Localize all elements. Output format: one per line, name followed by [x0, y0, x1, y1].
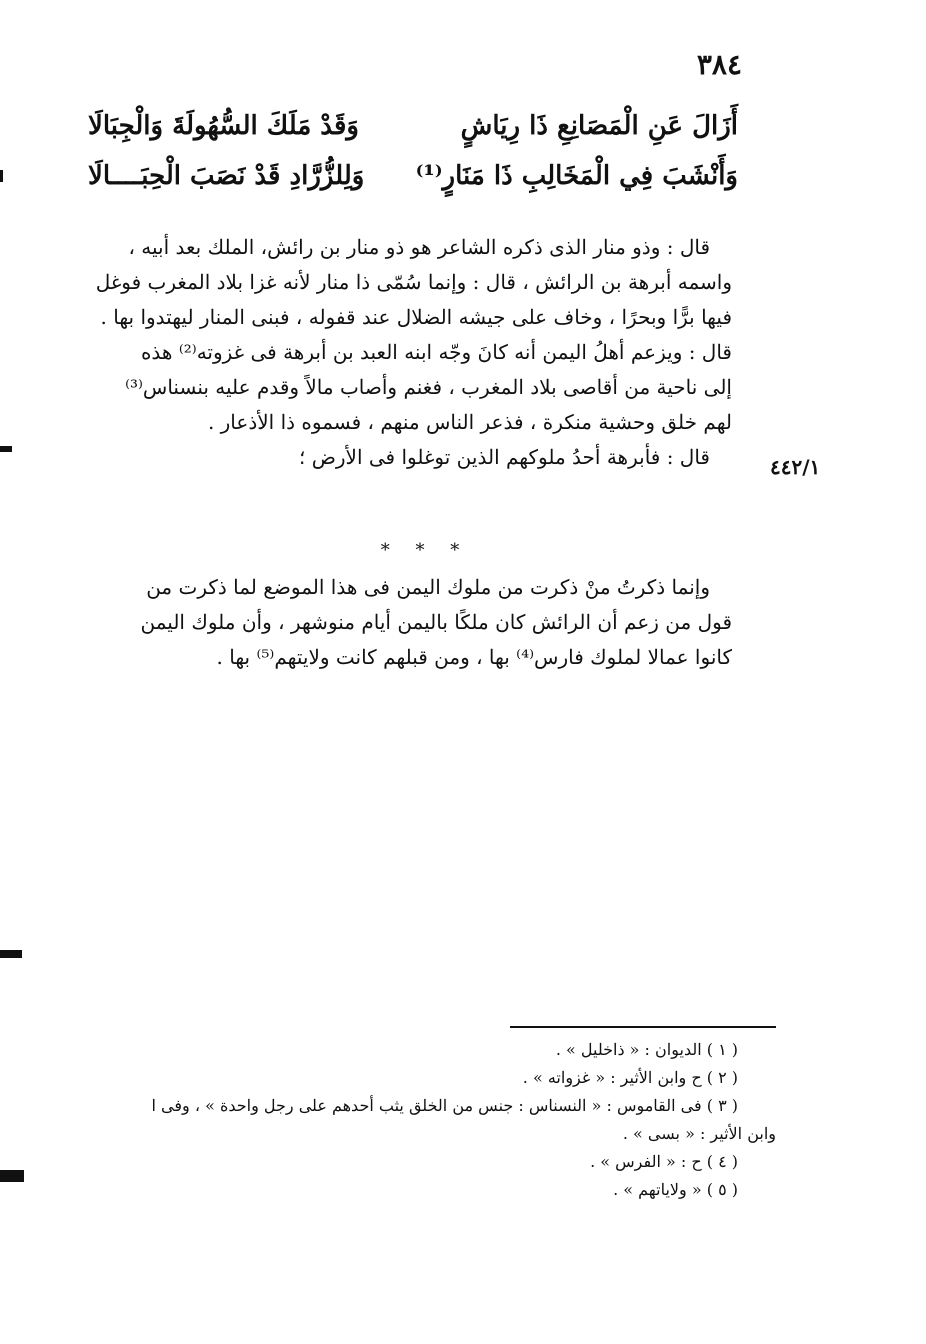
verse-line — [88, 154, 738, 198]
verse-first-hemistich: وَأَنْشَبَ فِي الْمَخَالِبِ ذَا مَنَارٍ⁽¹⁾ — [415, 161, 738, 191]
footnotes — [118, 1036, 776, 1204]
footnote: ( ٣ ) فى القاموس : « النسناس : جنس من الخلق يثب أحدهم على رجل واحدة » ، وفى ا — [151, 1096, 738, 1115]
verse-second-hemistich: وَلِلزُّرَّادِ قَدْ نَصَبَ الْحِبَــــالَا — [88, 161, 365, 191]
verse-line — [88, 104, 738, 148]
prose-block — [92, 230, 732, 475]
scan-edge-mark — [0, 170, 3, 182]
page-number: ٣٨٤ — [696, 48, 742, 81]
footnote: ( ٢ ) ح وابن الأثير : « غزواته » . — [522, 1068, 738, 1087]
prose-line: قال : وذو منار الذى ذكره الشاعر هو ذو منار بن رائش، الملك بعد أبيه ، — [128, 235, 710, 259]
prose-line: فيها برًّا وبحرًا ، وخاف على جيشه الضلال عند قفوله ، فبنى المنار ليهتدوا بها . — [100, 305, 732, 329]
footnote: وابن الأثير : « بسى » . — [622, 1124, 776, 1143]
prose-line: قول من زعم أن الرائش كان ملكًا باليمن أيام منوشهر ، وأن ملوك اليمن — [140, 610, 732, 634]
prose-line: واسمه أبرهة بن الرائش ، قال : وإنما سُمّى ذا منار لأنه غزا بلاد المغرب فوغل — [95, 270, 732, 294]
prose-line: لهم خلق وحشية منكرة ، فذعر الناس منهم ، فسموه ذا الأذعار . — [207, 410, 732, 434]
footnote-rule — [510, 1026, 776, 1028]
scan-edge-mark — [0, 446, 12, 452]
prose-line: قال : ويزعم أهلُ اليمن أنه كانَ وجّه ابنه العبد بن أبرهة فى غزوته⁽²⁾ هذه — [140, 340, 732, 364]
scan-edge-mark — [0, 950, 22, 958]
footnote: ( ٥ ) « ولاياتهم » . — [613, 1180, 738, 1199]
prose-line: قال : فأبرهة أحدُ ملوكهم الذين توغلوا فى الأرض ؛ — [299, 445, 710, 469]
section-separator: * * * — [380, 540, 470, 561]
margin-reference: ٤٤٢/١ — [770, 455, 821, 479]
verse-first-hemistich: أَزَالَ عَنِ الْمَصَانِعِ ذَا رِيَاشٍ — [460, 111, 738, 141]
prose-line: كانوا عمالا لملوك فارس⁽⁴⁾ بها ، ومن قبلهم كانت ولايتهم⁽⁵⁾ بها . — [216, 645, 732, 669]
scan-edge-mark — [0, 1170, 24, 1182]
footnote: ( ٤ ) ح : « الفرس » . — [590, 1152, 738, 1171]
prose-line: إلى ناحية من أقاصى بلاد المغرب ، فغنم وأصاب مالاً وقدم عليه بنسناس⁽³⁾ — [125, 375, 732, 399]
prose-line: وإنما ذكرتُ منْ ذكرت من ملوك اليمن فى هذا الموضع لما ذكرت من — [146, 575, 710, 599]
verse-second-hemistich: وَقَدْ مَلَكَ السُّهُولَةَ وَالْجِبَالَا — [88, 111, 359, 141]
footnote: ( ١ ) الديوان : « ذاخليل » . — [555, 1040, 738, 1059]
prose-block — [92, 570, 732, 675]
